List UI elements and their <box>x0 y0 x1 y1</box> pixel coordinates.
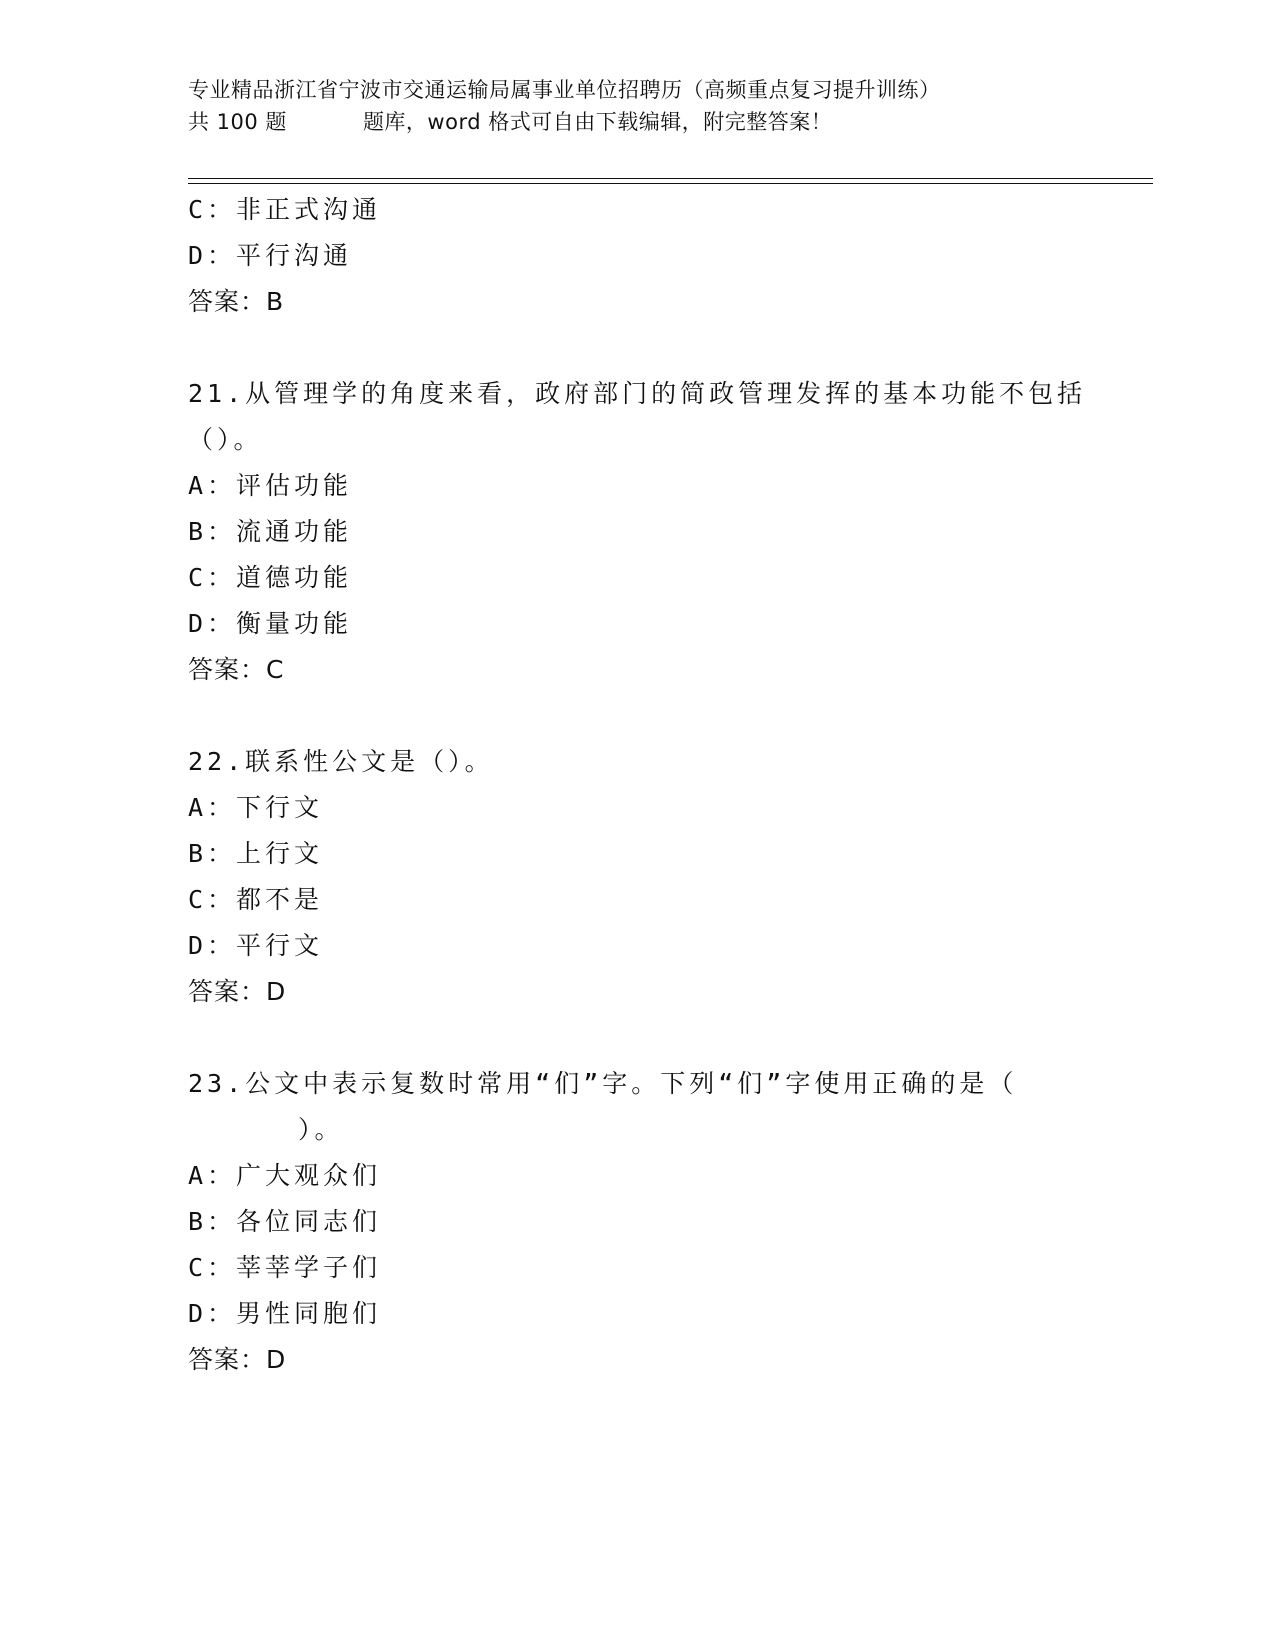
q22-option-c: C：都不是 <box>188 885 324 914</box>
q22-option-b: B：上行文 <box>188 839 324 868</box>
q20-answer: 答案：B <box>188 287 285 316</box>
q22-option-a: A：下行文 <box>188 793 324 822</box>
q23-stem: 23.公文中表示复数时常用“们”字。下列“们”字使用正确的是（ <box>188 1069 1018 1098</box>
q23-option-b: B：各位同志们 <box>188 1207 382 1236</box>
q21-stem: 21.从管理学的角度来看，政府部门的简政管理发挥的基本功能不包括 <box>188 379 1087 408</box>
q21-option-c: C：道德功能 <box>188 563 353 592</box>
q21-option-a: A：评估功能 <box>188 471 353 500</box>
document-header <box>188 74 1138 138</box>
q23-option-a: A：广大观众们 <box>188 1161 382 1190</box>
q23-stem-continued: ）。 <box>298 1115 344 1144</box>
question-count: 共 100 题 <box>188 110 287 134</box>
header-divider-bottom <box>188 183 1153 184</box>
header-note: 题库，word 格式可自由下载编辑，附完整答案！ <box>362 110 833 134</box>
q21-answer: 答案：C <box>188 655 285 684</box>
q23-answer: 答案：D <box>188 1345 287 1374</box>
q22-answer: 答案：D <box>188 977 287 1006</box>
q22-option-d: D：平行文 <box>188 931 324 960</box>
q21-option-b: B：流通功能 <box>188 517 353 546</box>
header-divider-top <box>188 178 1153 179</box>
q21-option-d: D：衡量功能 <box>188 609 353 638</box>
q23-option-d: D：男性同胞们 <box>188 1299 382 1328</box>
question-list <box>188 187 1148 1383</box>
q20-option-c: C：非正式沟通 <box>188 195 382 224</box>
q22-stem: 22.联系性公文是（）。 <box>188 747 494 776</box>
q23-option-c: C：莘莘学子们 <box>188 1253 382 1282</box>
header-title: 专业精品浙江省宁波市交通运输局属事业单位招聘历（高频重点复习提升训练） <box>188 78 941 102</box>
q20-option-d: D：平行沟通 <box>188 241 353 270</box>
q21-stem-continued: （）。 <box>188 425 263 454</box>
header-subtitle <box>188 106 1138 138</box>
